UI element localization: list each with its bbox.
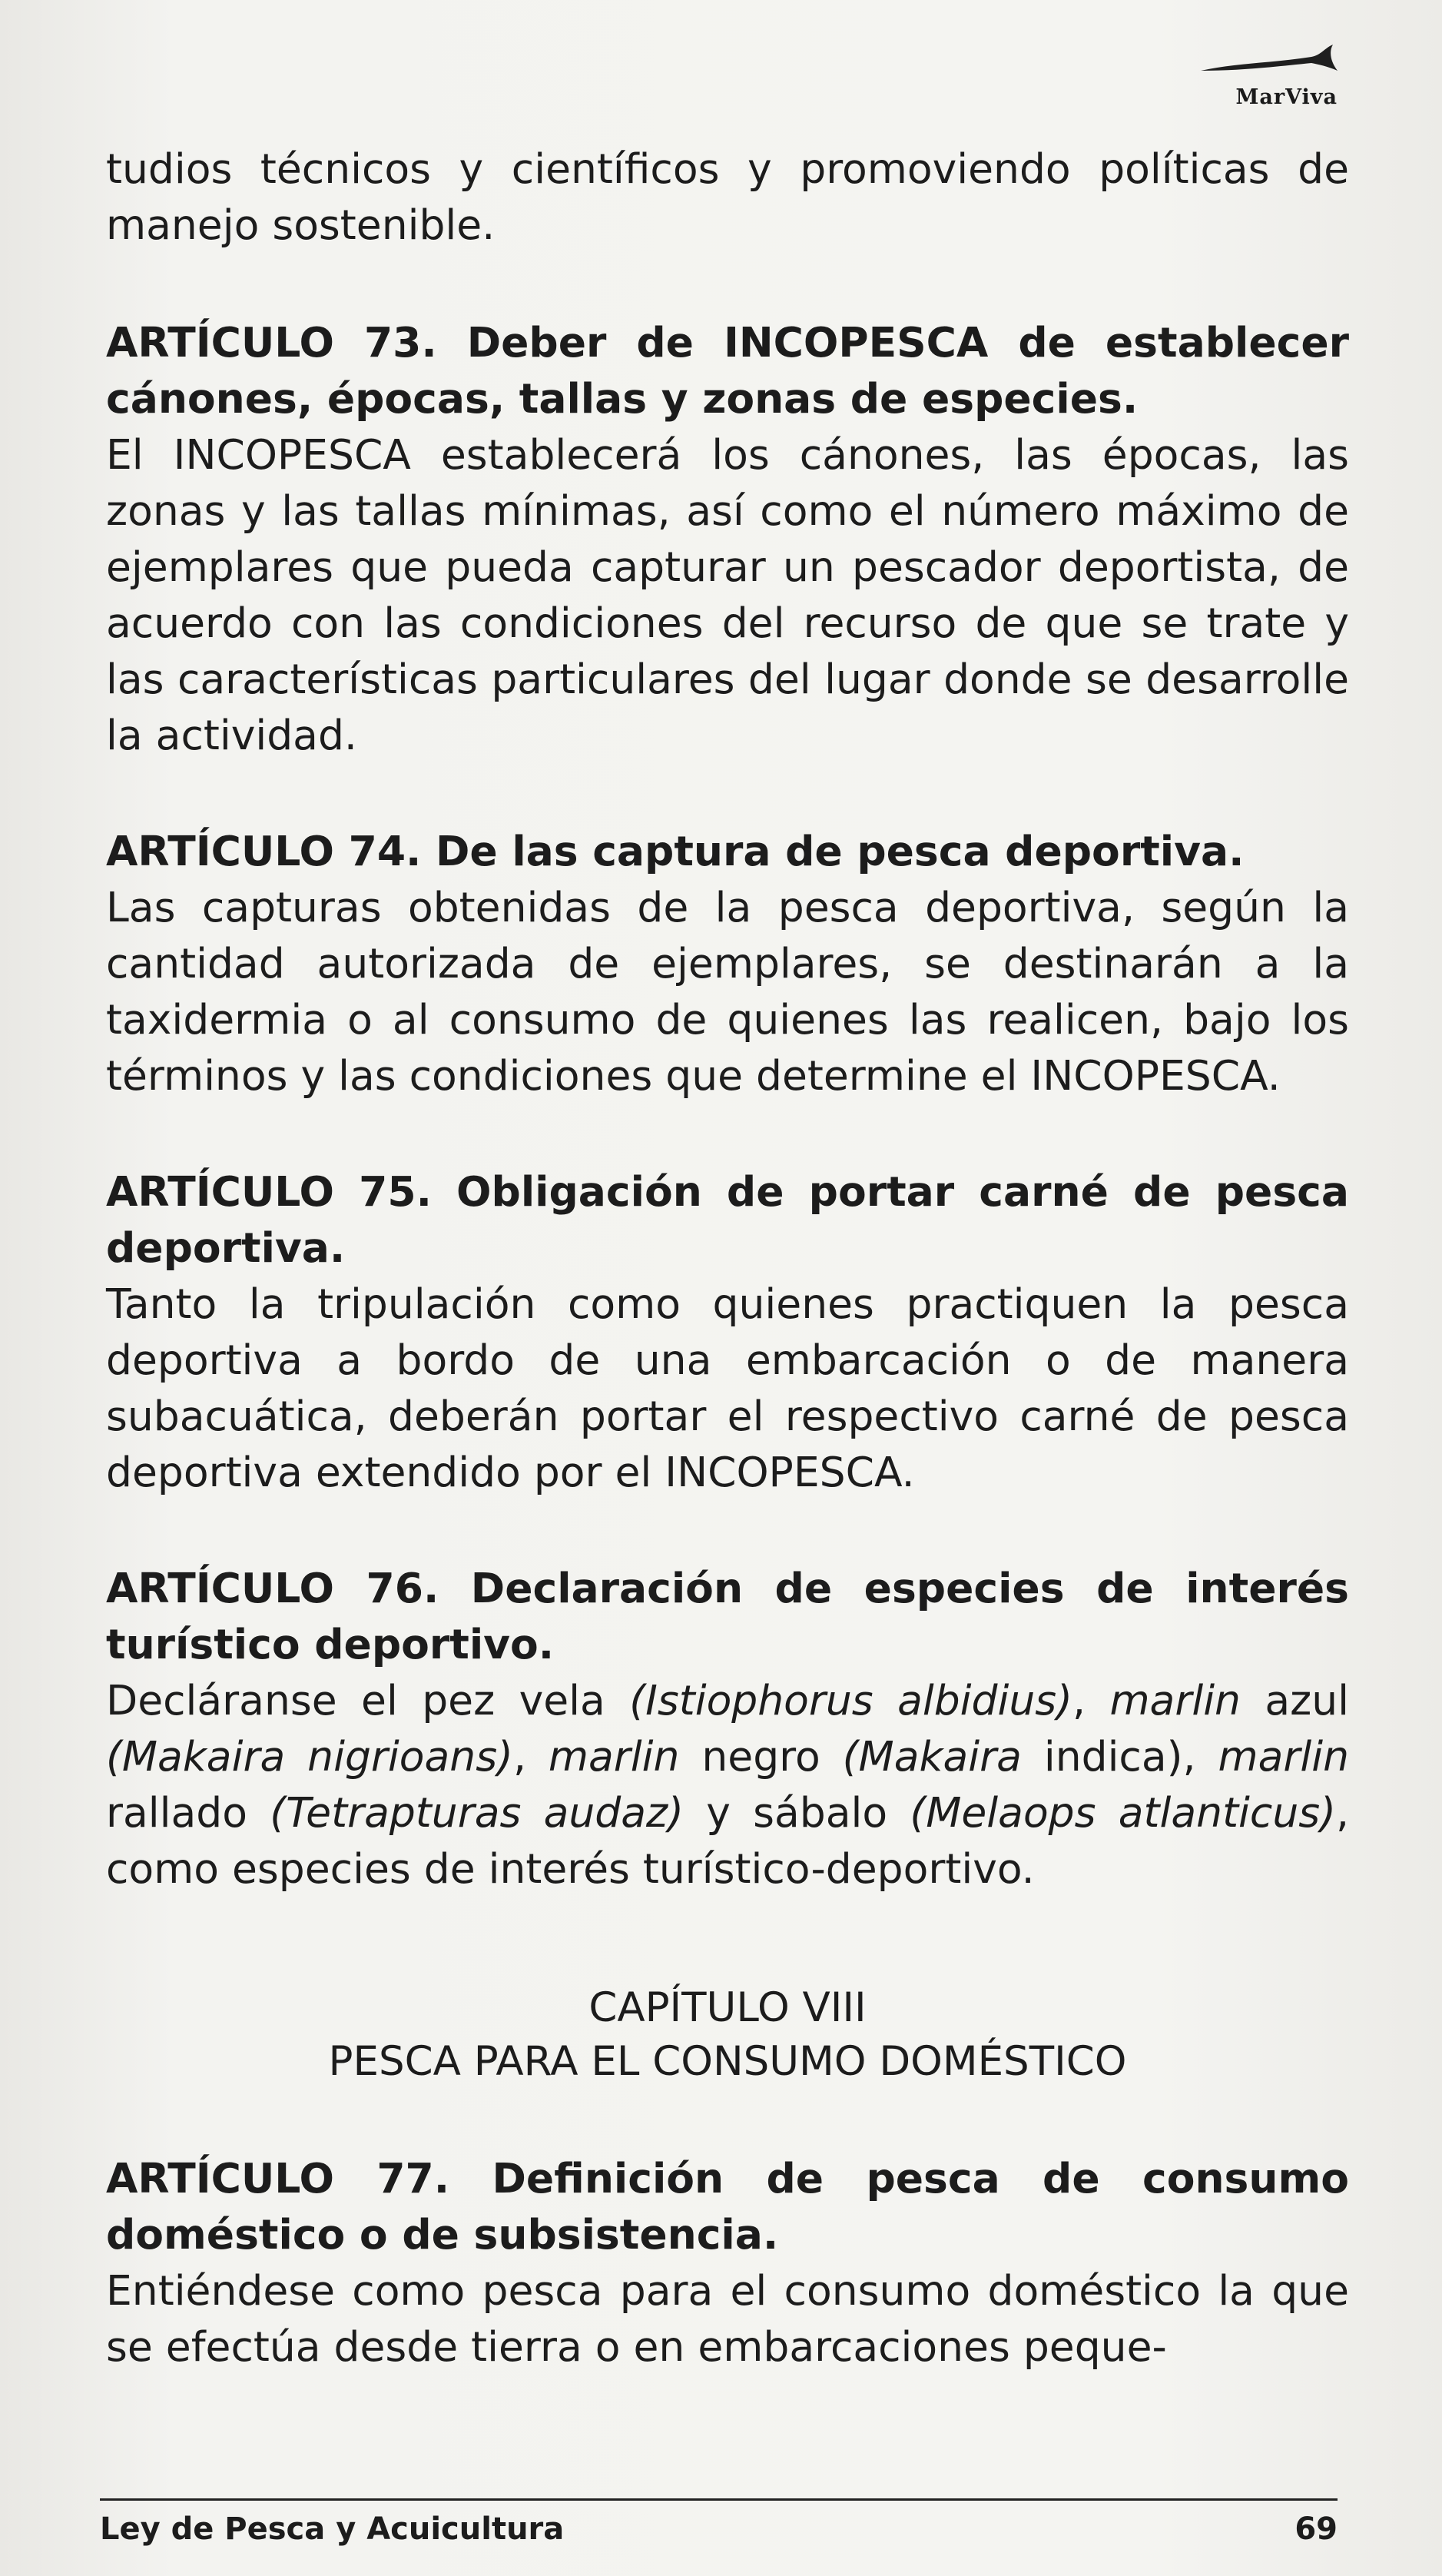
chapter-number: CAPÍTULO VIII [588, 1984, 867, 2031]
text-segment: rallado [106, 1788, 270, 1837]
chapter-name: PESCA PARA EL CONSUMO DOMÉSTICO [328, 2038, 1127, 2085]
species-name: (Melaops atlanticus) [910, 1788, 1336, 1837]
article-title: ARTÍCULO 74. De las captura de pesca deportiva. [106, 827, 1245, 875]
wave-logo-icon [1196, 40, 1342, 83]
article-77 [106, 2150, 1349, 2375]
article-title: ARTÍCULO 75. Obligación de portar carné de pesca deportiva. [106, 1167, 1349, 1272]
species-common-name: marlin [1109, 1676, 1241, 1725]
article-75 [106, 1164, 1349, 1500]
text-segment: , [1072, 1676, 1110, 1725]
article-title: ARTÍCULO 76. Declaración de especies de interés turístico deportivo. [106, 1564, 1349, 1668]
text-segment: , como especies de interés turístico-deportivo. [106, 1788, 1349, 1893]
page-content [106, 141, 1349, 2375]
continued-paragraph: tudios técnicos y científicos y promoviendo políticas de manejo sostenible. [106, 144, 1349, 249]
text-segment: negro [679, 1732, 843, 1781]
species-name: (Istiophorus albidius) [629, 1676, 1073, 1725]
article-body: Entiéndese como pesca para el consumo doméstico la que se efectúa desde tierra o en embarcaciones peque- [106, 2266, 1349, 2371]
species-name: (Makaira nigrioans) [106, 1732, 513, 1781]
marviva-logo [1184, 40, 1338, 109]
article-title: ARTÍCULO 77. Definición de pesca de consumo doméstico o de subsistencia. [106, 2154, 1349, 2259]
footer-book-title: Ley de Pesca y Acuicultura [100, 2511, 565, 2547]
text-segment: indica), [1021, 1732, 1218, 1781]
text-segment: , [512, 1732, 549, 1781]
article-76 [106, 1560, 1349, 1897]
text-segment: y sábalo [683, 1788, 910, 1837]
article-body [106, 1672, 1349, 1897]
chapter-heading [106, 1981, 1349, 2089]
text-segment: azul [1240, 1676, 1350, 1725]
species-name: (Tetrapturas audaz) [270, 1788, 684, 1837]
species-name: (Makaira [842, 1732, 1022, 1781]
species-common-name: marlin [548, 1732, 680, 1781]
article-body: El INCOPESCA establecerá los cánones, las épocas, las zonas y las tallas mínimas, así como el número máximo de ejemplares que pueda capturar un pescador deportista, de acuerdo con las condiciones del recurso de que se trate y las características particulares del lugar donde se desarrolle la actividad. [106, 430, 1349, 759]
article-body: Las capturas obtenidas de la pesca deportiva, según la cantidad autorizada de ejemplares, se destinarán a la taxidermia o al consumo de quienes las realicen, bajo los términos y las condiciones que determine el INCOPESCA. [106, 883, 1349, 1100]
species-common-name: marlin [1218, 1732, 1349, 1781]
article-74 [106, 823, 1349, 1104]
article-title: ARTÍCULO 73. Deber de INCOPESCA de establecer cánones, épocas, tallas y zonas de especies. [106, 318, 1349, 423]
article-73 [106, 314, 1349, 763]
page-number: 69 [1294, 2511, 1338, 2547]
page-footer [100, 2498, 1338, 2547]
article-body: Tanto la tripulación como quienes practiquen la pesca deportiva a bordo de una embarcación o de manera subacuática, deberán portar el respectivo carné de pesca deportiva extendido por el INCOPESCA. [106, 1280, 1349, 1496]
text-segment: Decláranse el pez vela [106, 1676, 630, 1725]
logo-wordmark: MarViva [1235, 85, 1338, 109]
